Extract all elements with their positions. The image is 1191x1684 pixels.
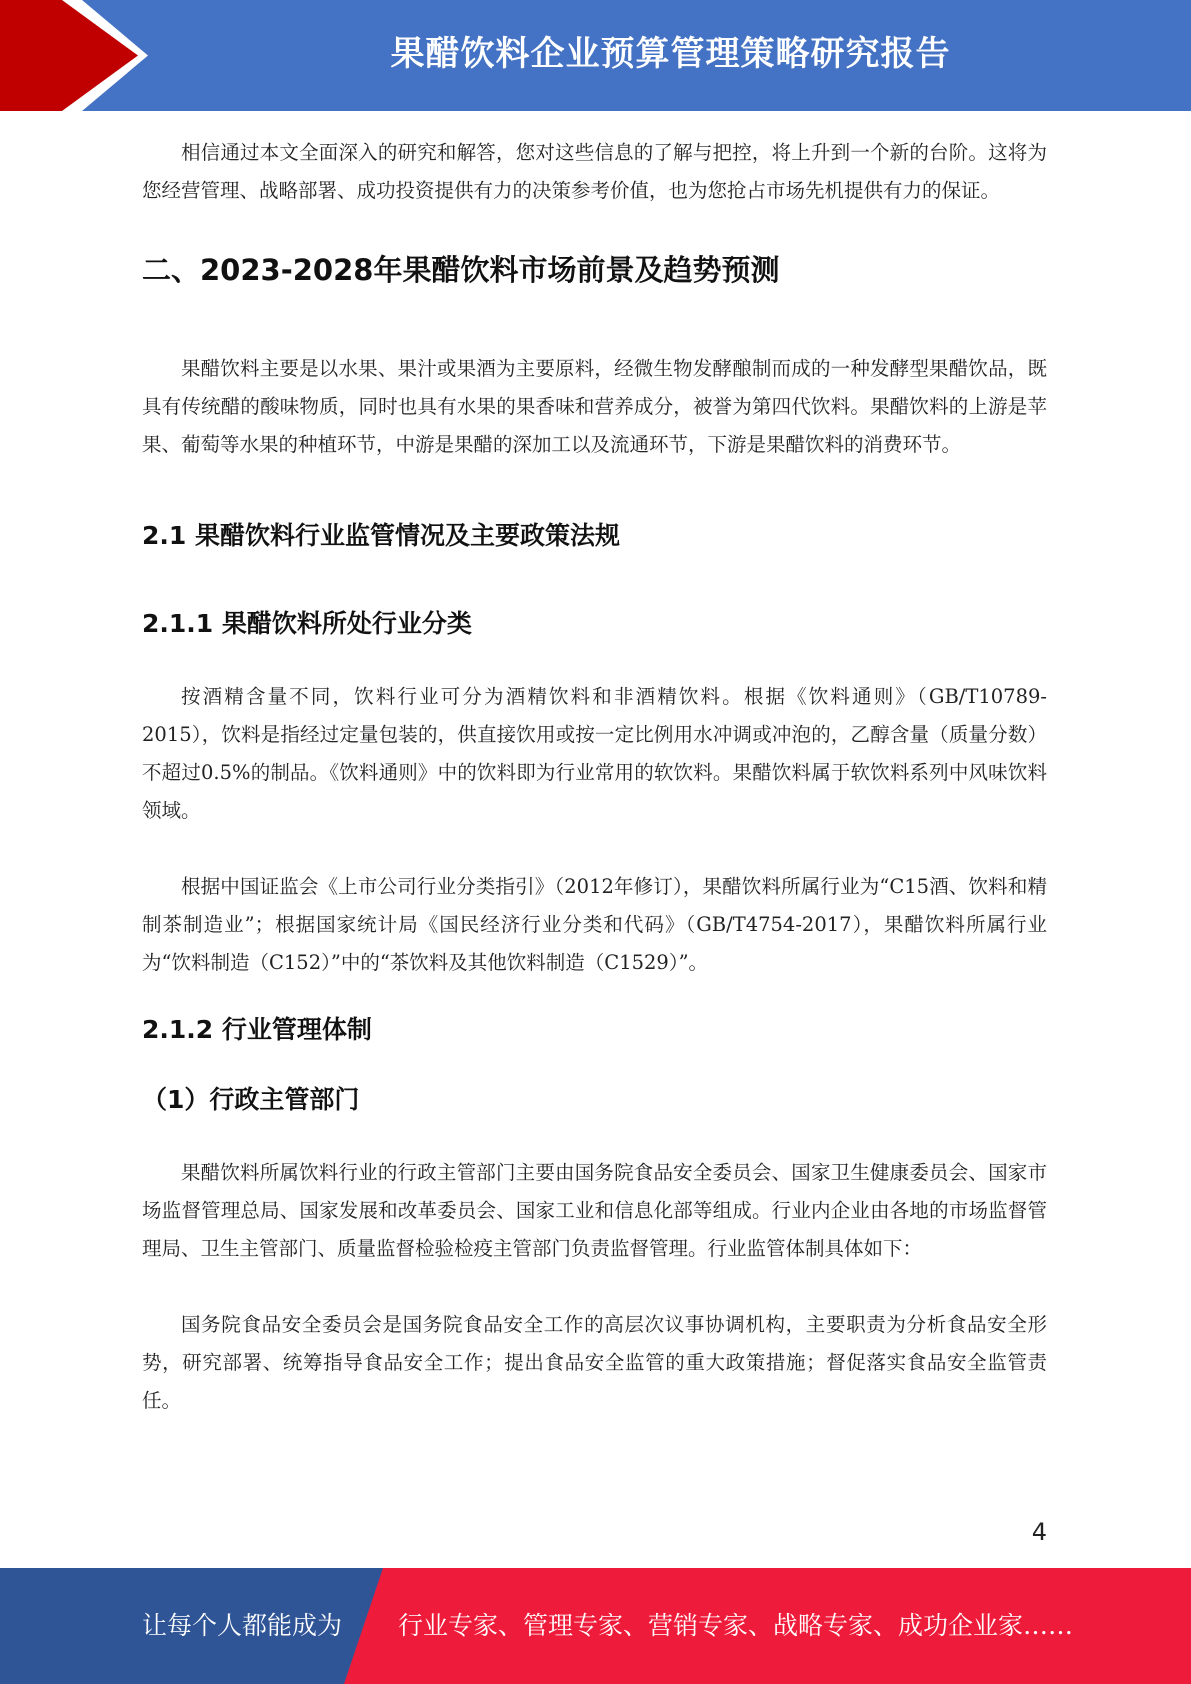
section-2-1-heading: 2.1 果醋饮料行业监管情况及主要政策法规 (142, 521, 620, 550)
section-2-heading: 二、2023-2028年果醋饮料市场前景及趋势预测 (142, 253, 780, 287)
section-2-paragraph: 果醋饮料主要是以水果、果汁或果酒为主要原料，经微生物发酵酿制而成的一种发酵型果醋饮品，既具有传统醋的酸味物质，同时也具有水果的果香味和营养成分，被誉为第四代饮料。果醋饮料的上游是苹果、葡萄等水果的种植环节，中游是果醋的深加工以及流通环节，下游是果醋饮料的消费环节。 (142, 357, 1047, 456)
footer-slogan-right: 行业专家、管理专家、营销专家、战略专家、成功企业家…… (398, 1611, 1074, 1640)
page-footer (0, 1568, 1191, 1684)
section-2-1-1-heading: 2.1.1 果醋饮料所处行业分类 (142, 609, 472, 638)
section-2-1-2-paragraph-2: 国务院食品安全委员会是国务院食品安全工作的高层次议事协调机构，主要职责为分析食品安全形势，研究部署、统筹指导食品安全工作；提出食品安全监管的重大政策措施；督促落实食品安全监管责任。 (142, 1313, 1047, 1412)
section-2-1-2-heading: 2.1.2 行业管理体制 (142, 1015, 372, 1044)
intro-paragraph: 相信通过本文全面深入的研究和解答，您对这些信息的了解与把控，将上升到一个新的台阶。这将为您经营管理、战略部署、成功投资提供有力的决策参考价值，也为您抢占市场先机提供有力的保证。 (142, 141, 1047, 202)
page-header (0, 0, 1191, 111)
section-2-1-1-paragraph-1: 按酒精含量不同，饮料行业可分为酒精饮料和非酒精饮料。根据《饮料通则》（GB/T10789-2015），饮料是指经过定量包装的，供直接饮用或按一定比例用水冲调或冲泡的，乙醇含量（质量分数）不超过0.5%的制品。《饮料通则》中的饮料即为行业常用的软饮料。果醋饮料属于软饮料系列中风味饮料领域。 (142, 685, 1047, 822)
chevron-arrow-icon (0, 0, 160, 111)
section-2-1-2-paragraph-1: 果醋饮料所属饮料行业的行政主管部门主要由国务院食品安全委员会、国家卫生健康委员会、国家市场监督管理总局、国家发展和改革委员会、国家工业和信息化部等组成。行业内企业由各地的市场监督管理局、卫生主管部门、质量监督检验检疫主管部门负责监督管理。行业监管体制具体如下： (142, 1161, 1047, 1260)
report-title: 果醋饮料企业预算管理策略研究报告 (390, 34, 951, 74)
subsection-1-heading: （1）行政主管部门 (142, 1085, 360, 1114)
section-2-1-1-paragraph-2: 根据中国证监会《上市公司行业分类指引》（2012年修订），果醋饮料所属行业为“C15酒、饮料和精制茶制造业”；根据国家统计局《国民经济行业分类和代码》（GB/T4754-2017），果醋饮料所属行业为“饮料制造（C152）”中的“茶饮料及其他饮料制造（C1529）”。 (142, 875, 1047, 974)
page-number: 4 (1031, 1518, 1047, 1546)
document-body (142, 134, 1047, 1420)
footer-slogan-left: 让每个人都能成为 (142, 1611, 343, 1640)
